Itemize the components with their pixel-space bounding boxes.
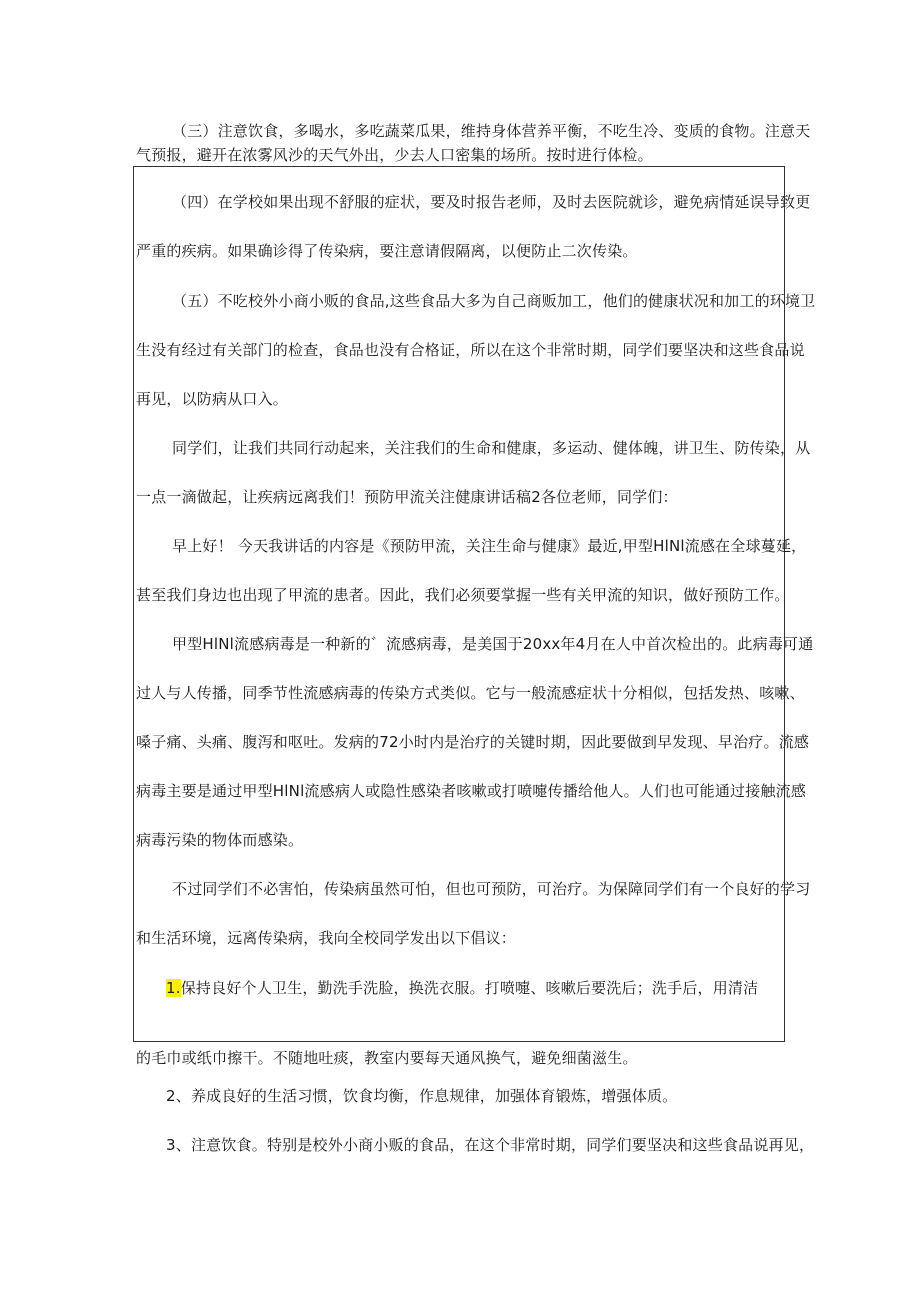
paragraph-line: 一点一滴做起，让疾病远离我们！预防甲流关注健康讲话稿2各位老师，同学们： bbox=[136, 488, 678, 506]
paragraph-line: 再见，以防病从口入。 bbox=[136, 390, 289, 408]
paragraph-line: 2、养成良好的生活习惯，饮食均衡，作息规律，加强体育锻炼，增强体质。 bbox=[166, 1087, 678, 1105]
paragraph-line: 嗓子痛、头痛、腹泻和呕吐。发病的72小时内是治疗的关键时期，因此要做到早发现、早治疗。流感 bbox=[136, 733, 810, 751]
paragraph-line: 过人与人传播，同季节性流感病毒的传染方式类似。它与一般流感症状十分相似，包括发热、咳嗽、 bbox=[136, 684, 805, 702]
highlighted-number: 1. bbox=[166, 979, 181, 997]
list-item-1 bbox=[166, 978, 758, 998]
list-item-1-text: 保持良好个人卫生，勤洗手洗脸，换洗衣服。打喷嚏、咳嗽后要洗后；洗手后，用清洁 bbox=[180, 979, 759, 997]
paragraph-line: 甚至我们身边也出现了甲流的患者。因此，我们必须要掌握一些有关甲流的知识，做好预防工作。 bbox=[136, 586, 790, 604]
paragraph-line: （五）不吃校外小商小贩的食品,这些食品大多为自己商贩加工，他们的健康状况和加工的环境卫 bbox=[172, 292, 816, 310]
paragraph-line: （三）注意饮食，多喝水，多吃蔬菜瓜果，维持身体营养平衡，不吃生冷、变质的食物。注意天 bbox=[172, 122, 811, 140]
paragraph-line: 早上好！ 今天我讲话的内容是《预防甲流，关注生命与健康》最近,甲型HlNl流感在全球蔓延， bbox=[172, 537, 807, 555]
paragraph-line: 3、注意饮食。特别是校外小商小贩的食品，在这个非常时期，同学们要坚决和这些食品说再见， bbox=[166, 1136, 815, 1154]
paragraph-line: 病毒主要是通过甲型HlNl流感病人或隐性感染者咳嗽或打喷嚏传播给他人。人们也可能通过接触流感 bbox=[136, 782, 807, 800]
paragraph-line: 严重的疾病。如果确诊得了传染病，要注意请假隔离，以便防止二次传染。 bbox=[136, 242, 638, 260]
paragraph-line: 的毛巾或纸巾擦干。不随地吐痰，教室内要每天通风换气，避免细菌滋生。 bbox=[136, 1049, 638, 1067]
paragraph-line: （四）在学校如果出现不舒服的症状，要及时报告老师，及时去医院就诊，避免病情延误导致更 bbox=[172, 193, 811, 211]
paragraph-line: 病毒污染的物体而感染。 bbox=[136, 831, 304, 849]
paragraph-line: 生没有经过有关部门的检查，食品也没有合格证，所以在这个非常时期，同学们要坚决和这些食品说 bbox=[136, 341, 805, 359]
paragraph-line: 同学们，让我们共同行动起来，关注我们的生命和健康，多运动、健体魄，讲卫生、防传染，从 bbox=[172, 439, 811, 457]
paragraph-line: 甲型HlNl流感病毒是一种新的゛流感病毒，是美国于20xx年4月在人中首次检出的。此病毒可通 bbox=[172, 635, 814, 653]
paragraph-line: 不过同学们不必害怕，传染病虽然可怕，但也可预防，可治疗。为保障同学们有一个良好的学习 bbox=[172, 880, 811, 898]
paragraph-line: 和生活环境，远离传染病，我向全校同学发出以下倡议： bbox=[136, 929, 517, 947]
paragraph-line: 气预报，避开在浓雾风沙的天气外出，少去人口密集的场所。按时进行体检。 bbox=[136, 146, 653, 164]
